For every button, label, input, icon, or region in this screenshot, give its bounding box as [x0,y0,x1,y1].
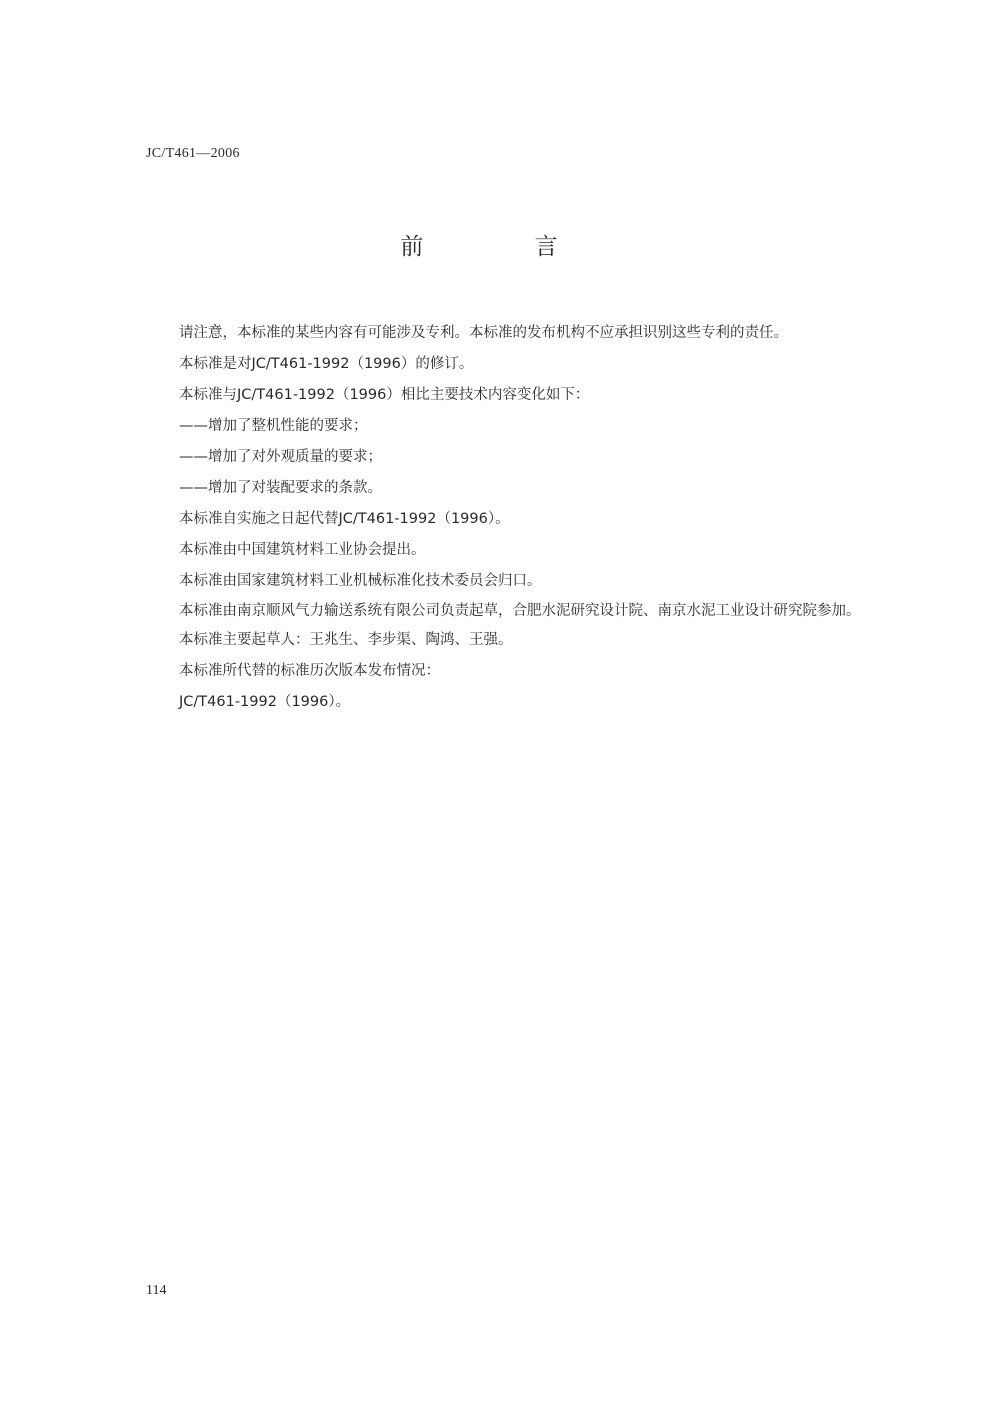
page-number: 114 [146,1283,167,1298]
list-item-change-1: ——增加了整机性能的要求； [179,418,368,434]
standard-code-header: JC/T461—2006 [146,146,240,161]
page-title: 前 言 [400,234,610,260]
foreword-body [148,318,878,718]
paragraph-drafters: 本标准主要起草人：王兆生、李步渠、陶鸿、王强。 [179,632,513,648]
paragraph-drafted-by: 本标准由南京顺风气力输送系统有限公司负责起草，合肥水泥研究设计院、南京水泥工业设计研究院参加。 [179,603,861,619]
paragraph-proposed-by: 本标准由中国建筑材料工业协会提出。 [179,542,426,558]
paragraph-revision: 本标准是对JC/T461-1992（1996）的修订。 [179,356,474,372]
paragraph-centralized-by: 本标准由国家建筑材料工业机械标准化技术委员会归口。 [179,573,542,589]
paragraph-history-intro: 本标准所代替的标准历次版本发布情况： [179,663,440,679]
paragraph-changes-intro: 本标准与JC/T461-1992（1996）相比主要技术内容变化如下： [179,387,590,403]
list-item-change-3: ——增加了对装配要求的条款。 [179,480,382,496]
list-item-change-2: ——增加了对外观质量的要求； [179,449,382,465]
paragraph-patent-notice: 请注意，本标准的某些内容有可能涉及专利。本标准的发布机构不应承担识别这些专利的责任。 [179,325,788,341]
paragraph-replaces: 本标准自实施之日起代替JC/T461-1992（1996）。 [179,511,510,527]
paragraph-history-version: JC/T461-1992（1996）。 [179,694,351,710]
